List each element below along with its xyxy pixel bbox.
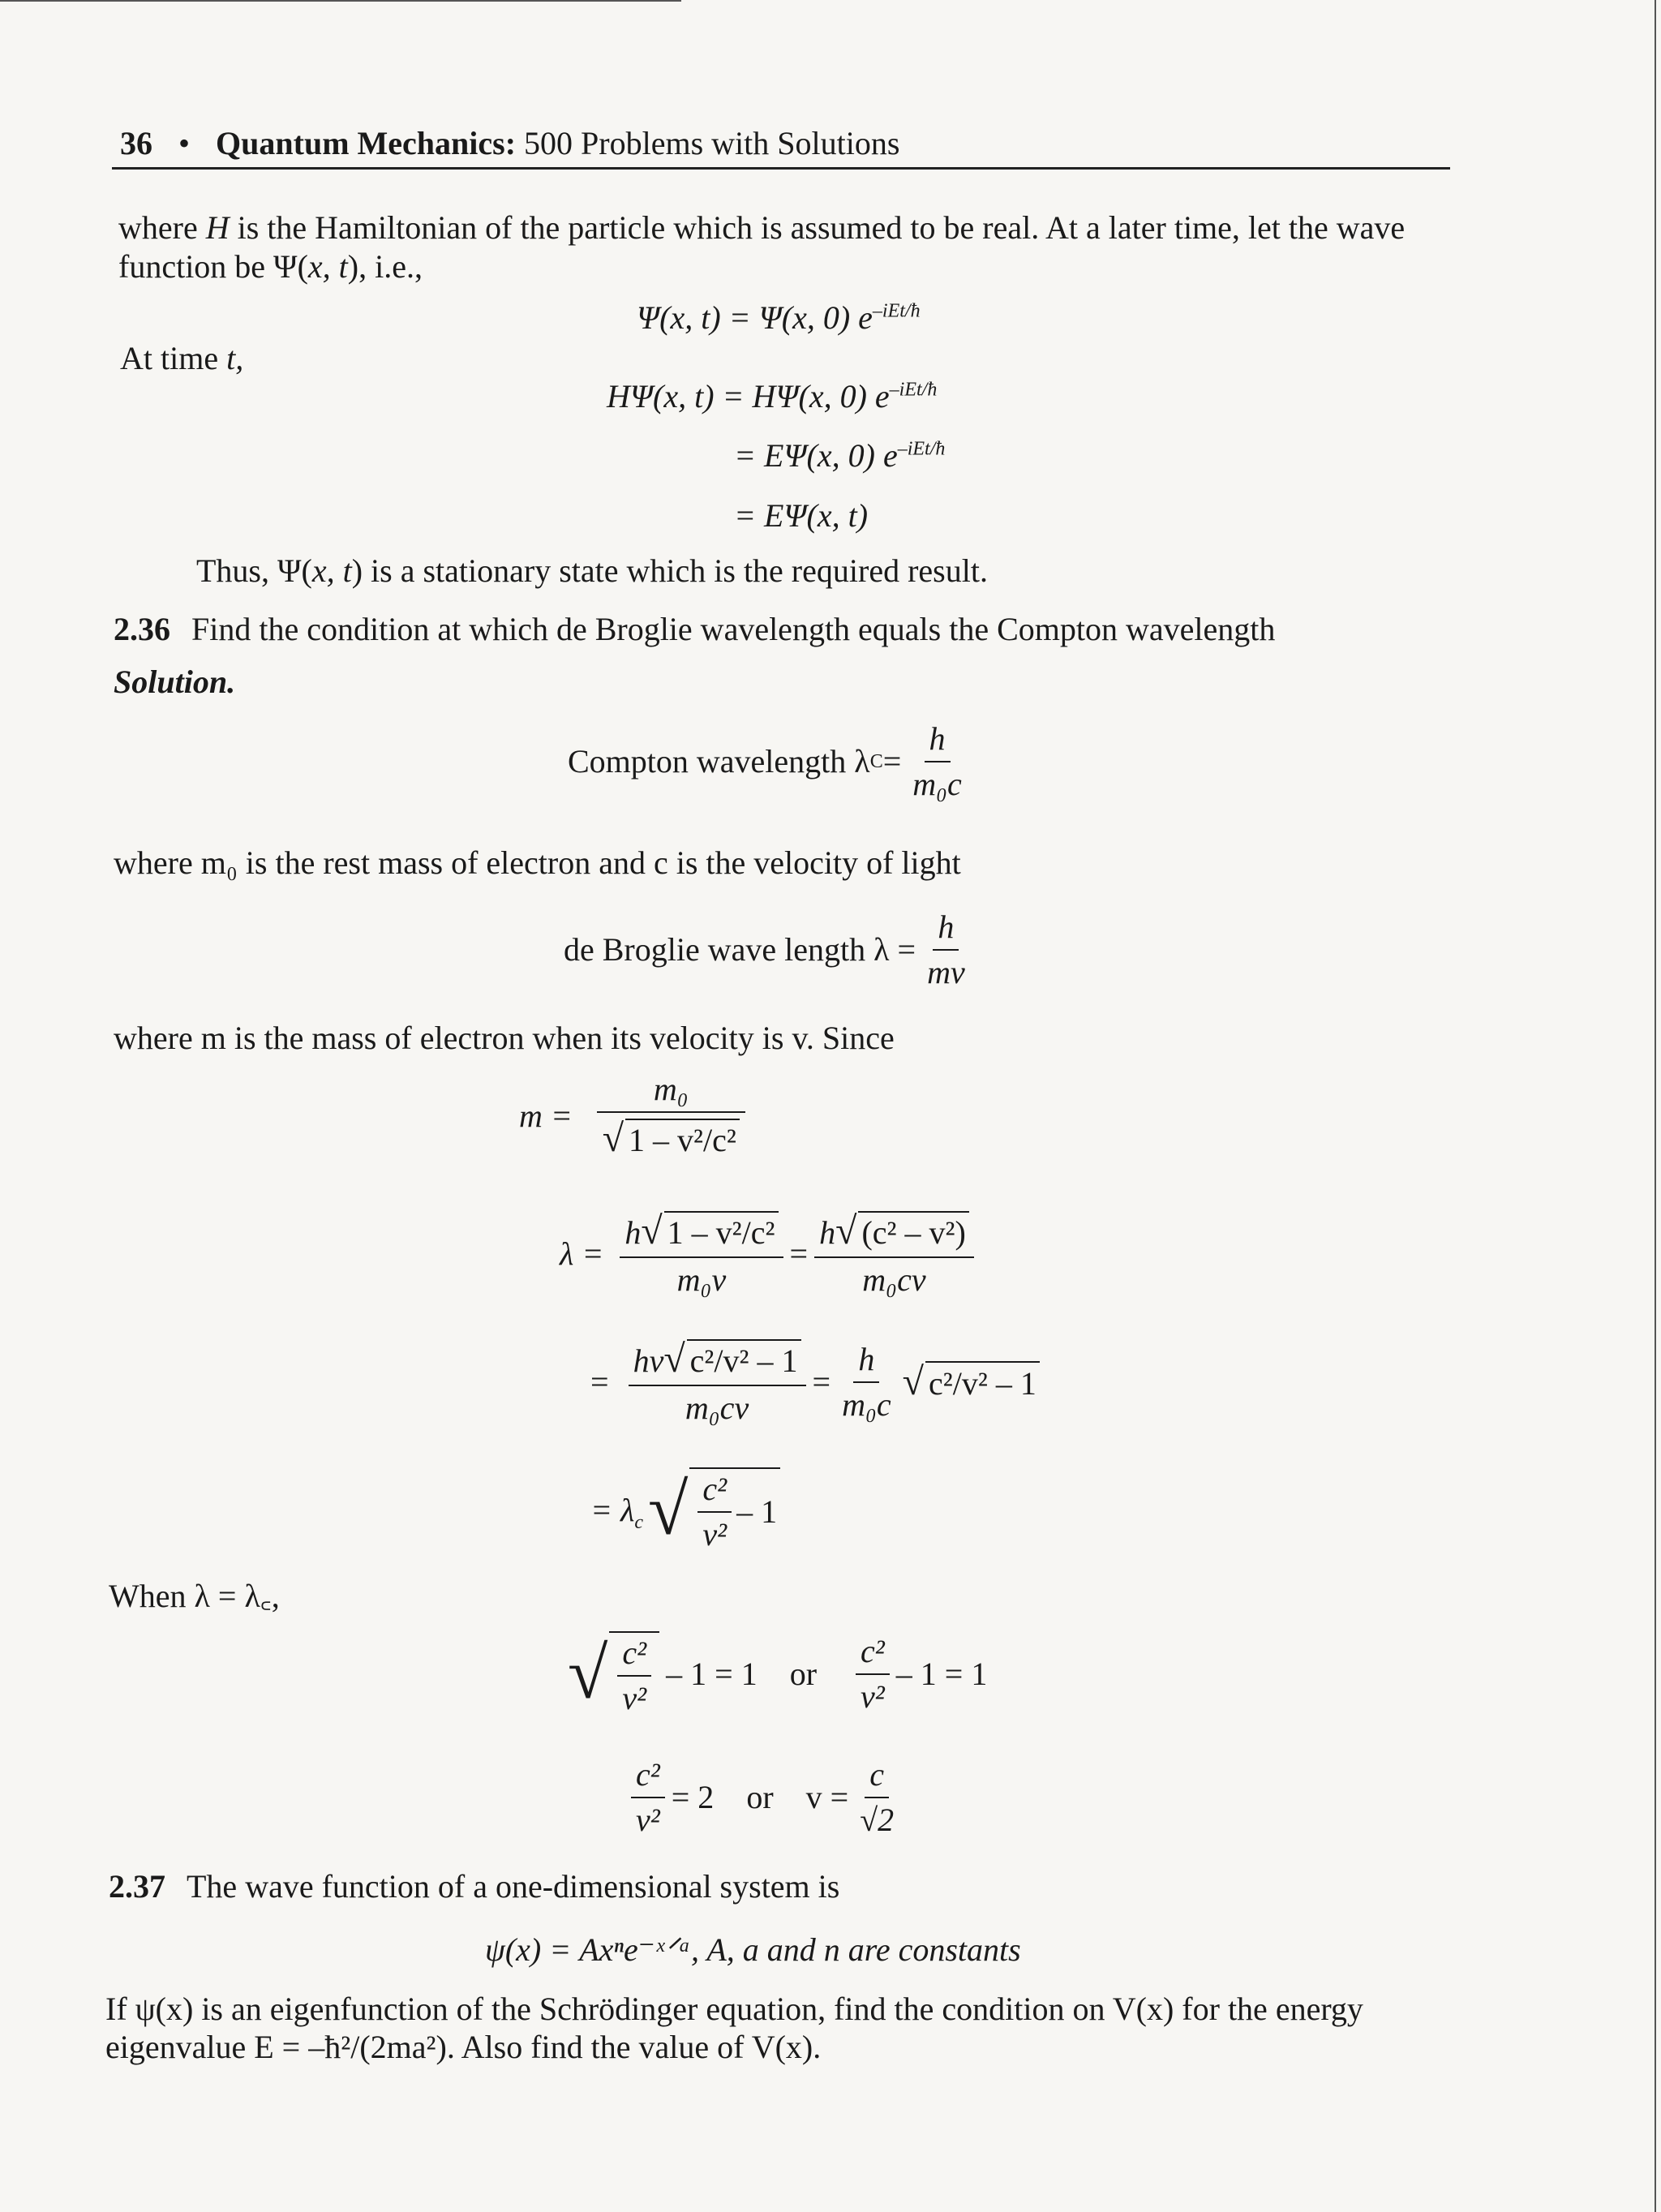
problem-text: The wave function of a one-dimensional system is bbox=[187, 1868, 840, 1905]
right-edge-line bbox=[1655, 0, 1656, 2212]
header-rule bbox=[112, 167, 1450, 170]
book-title-rest: 500 Problems with Solutions bbox=[516, 125, 900, 161]
problem-2-37 bbox=[109, 1867, 839, 1906]
problem-number: 2.37 bbox=[109, 1868, 165, 1905]
book-title-bold: Quantum Mechanics: bbox=[216, 125, 517, 161]
compton-fraction: $\frac{h}{\text{m₀c}}$ bbox=[912, 720, 962, 802]
condition-equation-1: √ $\frac{\text{c²}}{\text{v²}}$ – 1 = 1 or $\frac{\text{c²}}{\text{v²}}$ – 1 = 1 bbox=[568, 1633, 988, 1716]
final-line-1: If ψ(x) is an eigenfunction of the Schrödinger equation, find the condition on V(x) for the energy bbox=[105, 1991, 1363, 2027]
mass-fraction: $\frac{\text{m₀}}{\text{√ 1 – v²/c²}}$ bbox=[597, 1071, 745, 1161]
equation-psi-time: Ψ(x, t) = Ψ(x, 0) $e^{-iEt/ħ}$ bbox=[637, 299, 921, 336]
when-label: When λ = λ꜀, bbox=[109, 1578, 280, 1614]
mass-equation: m = $\frac{\text{m₀}}{\text{√ 1 – v²/c²}}$ bbox=[519, 1071, 752, 1161]
at-time-label: At time t, bbox=[120, 340, 244, 376]
problem-number: 2.36 bbox=[114, 611, 170, 647]
para1-line1: where H is the Hamiltonian of the particle which is assumed to be real. At a later time, let the wave bbox=[118, 209, 1406, 246]
psi-equation: ψ(x) = Axⁿe⁻ˣᐟᵃ, A, a and n are constants bbox=[485, 1931, 1021, 1968]
debroglie-fraction: $\frac{h}{mv}$ bbox=[927, 908, 965, 990]
solution-label: Solution. bbox=[114, 664, 236, 700]
page-header bbox=[120, 124, 899, 163]
lambda-equation-1: λ = $\frac{\text{h√ 1 – v²/c²}}{\text{m₀v}}$ = $\frac{\text{h√ (c² – v²)}}{\text{m₀cv}}$ bbox=[560, 1209, 981, 1299]
equation-h-psi-line3: = EΨ(x, t) bbox=[734, 497, 869, 534]
final-line-2: eigenvalue E = –ħ²/(2ma²). Also find the value of V(x). bbox=[105, 2029, 822, 2065]
problem-2-36 bbox=[114, 610, 1275, 649]
where-m-line: where m is the mass of electron when its velocity is v. Since bbox=[114, 1020, 895, 1056]
para1-line2: function be Ψ(x, t), i.e., bbox=[118, 248, 423, 285]
problem-text: Find the condition at which de Broglie wavelength equals the Compton wavelength bbox=[191, 611, 1276, 647]
compton-equation: Compton wavelength λ C = $\frac{h}{\text{m₀c}}$ bbox=[568, 720, 973, 803]
debroglie-equation: de Broglie wave length λ = $\frac{h}{mv}$ bbox=[564, 908, 976, 991]
lambda-equation-3: = λ $_c$ √ $\frac{\text{c²}}{\text{v²}}$ – 1 bbox=[590, 1467, 780, 1554]
condition-equation-2: $\frac{\text{c²}}{\text{v²}}$ = 2 or v = $\frac{c}{√2}$ bbox=[624, 1756, 905, 1839]
page-number: 36 bbox=[120, 125, 152, 161]
header-bullet: • bbox=[178, 125, 191, 161]
equation-h-psi-line1: HΨ(x, t) = HΨ(x, 0) $e^{-iEt/ħ}$ bbox=[607, 378, 938, 414]
thus-statement: Thus, Ψ(x, t) is a stationary state which is the required result. bbox=[196, 552, 988, 589]
top-edge-line bbox=[0, 0, 681, 2]
lambda-equation-2: = $\frac{\text{hv√ c²/v² – 1}}{\text{m₀cv}}$ = $\frac{h}{\text{m₀c}}$ √ c²/v² – 1 bbox=[590, 1337, 1040, 1427]
where-m0-line: where m₀ is the rest mass of electron and c is the velocity of light bbox=[114, 844, 961, 881]
equation-h-psi-line2: = EΨ(x, 0) $e^{-iEt/ħ}$ bbox=[734, 437, 946, 474]
